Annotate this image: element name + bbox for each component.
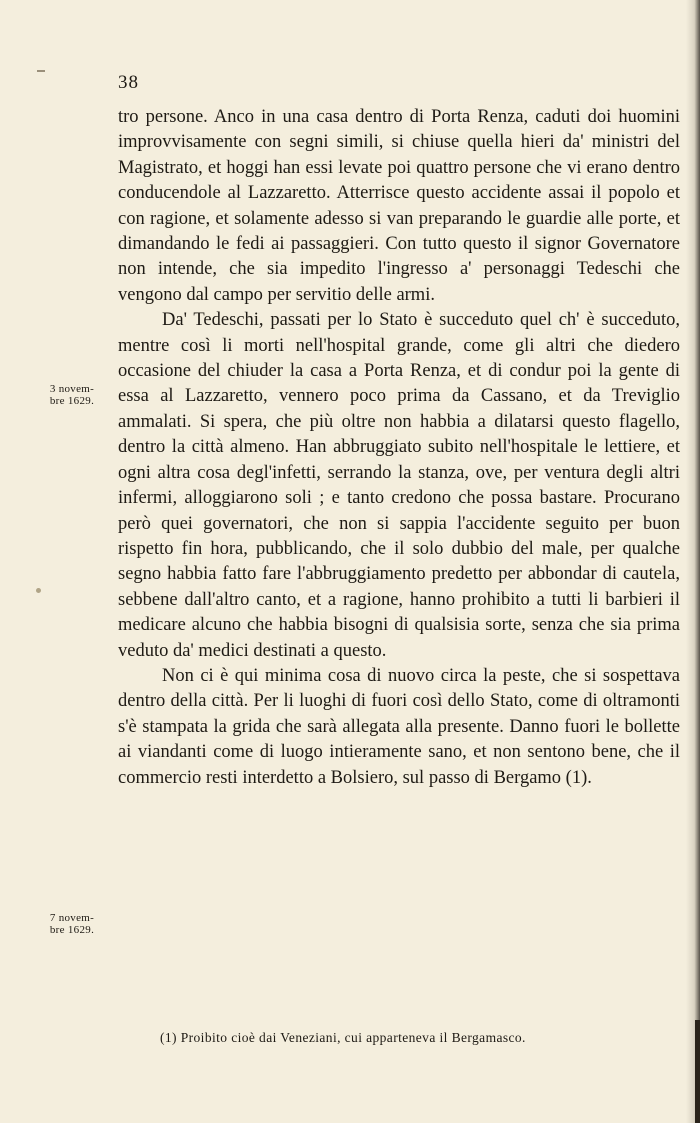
page-number: 38 (118, 72, 139, 93)
page-edge-shadow (686, 0, 700, 1123)
margin-note-line: 7 novem- (49, 912, 95, 924)
margin-date-note (36, 912, 108, 936)
paragraph: Non ci è qui minima cosa di nuovo circa la peste, che si sospettava dentro della città. Per li luoghi di fuori così dello Stato, come di oltramonti s'è stampata la grida che sarà allegata alla presente. Danno fuori le bollette ai viandanti come di luogo intieramente sano, et non sentono bene, che il commercio resti interdetto a Bolsiero, sul passo di Bergamo (1). (118, 665, 680, 788)
scan-artifact (36, 588, 41, 593)
margin-note-line: bre 1629. (49, 395, 95, 407)
footnote: (1) Proibito cioè dai Veneziani, cui apparteneva il Bergamasco. (160, 1030, 526, 1045)
scan-artifact (37, 70, 45, 72)
body-text (118, 105, 680, 791)
paragraph: Da' Tedeschi, passati per lo Stato è succeduto quel ch' è succeduto, mentre così li morti nell'hospital grande, come gli altri che diedero occasione del chiuder la casa a Porta Renza, et di condur poi la gente di essa al Lazzaretto, vennero poco prima da Cassano, et da Treviglio ammalati. Si spera, che più oltre non habbia a dilatarsi questo flagello, dentro la città almeno. Han abbruggiato subito nell'hospitale le lettiere, et ogni altra cosa degl'infetti, serrando la stanza, ove, per ventura degli altri infermi, alloggiarono soli ; e tanto credono che possa bastare. Procurano però quei governatori, che non si sappia l'accidente seguito per buon rispetto fin hora, pubblicando, che il solo dubbio del male, per qualche segno habbia fatto fare l'abbruggiamento predetto per abbondar di cautela, sebbene dall'altro canto, et a ragione, hanno prohibito a tutti li barbieri il medicare alcuno che habbia bisogni di qualsisia sorte, senza che sia prima veduto da' medici destinati a questo. (118, 310, 680, 661)
binding-edge-mark (695, 1020, 700, 1123)
paragraph: tro persone. Anco in una casa dentro di Porta Renza, caduti doi huomini improvvisamente con segni simili, si chiuse quella hieri da' ministri del Magistrato, et hoggi han essi levate poi quattro persone che vi erano dentro conducendole al Lazzaretto. Atterrisce questo accidente assai il popolo et con ragione, et solamente adesso si van preparando le guardie alle porte, et dimandando le fedi ai passaggieri. Con tutto questo il signor Governatore non intende, che sia impedito l'ingresso a' personaggi Tedeschi che vengono dal campo per servitio delle armi. (118, 107, 680, 305)
margin-note-line: bre 1629. (49, 924, 95, 936)
margin-note-line: 3 novem- (49, 383, 95, 395)
margin-date-note (36, 383, 108, 407)
